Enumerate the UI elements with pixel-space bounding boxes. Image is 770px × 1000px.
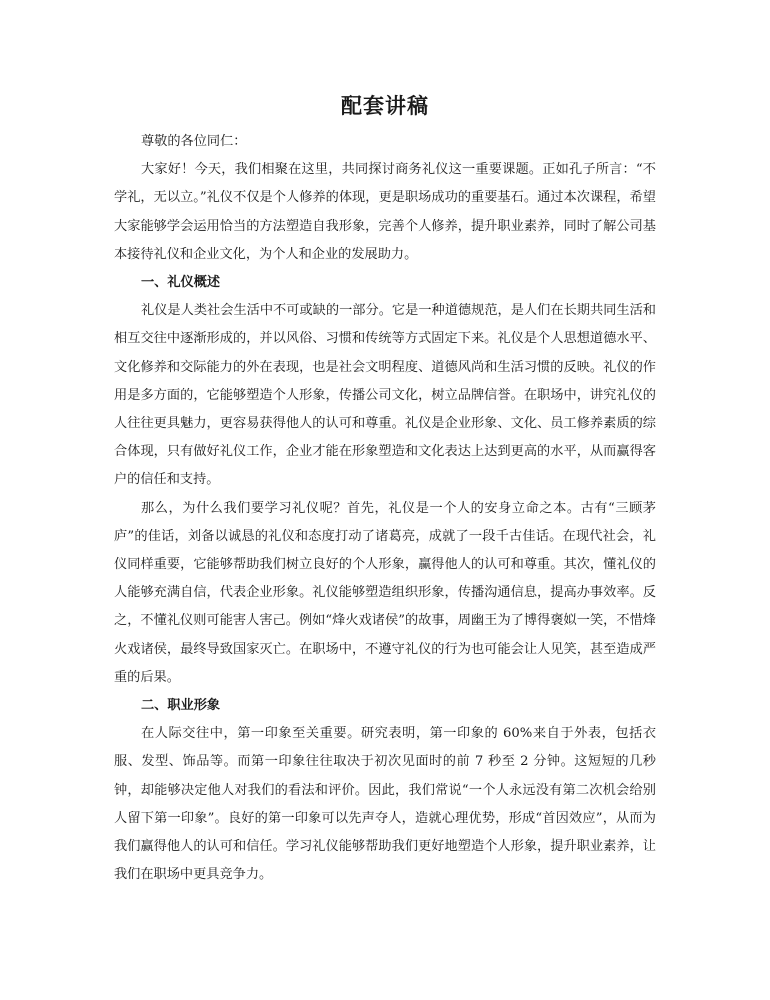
- etiquette-overview-paragraph-2: 那么，为什么我们要学习礼仪呢？首先，礼仪是一个人的安身立命之本。古有“三顾茅庐”的佳话，刘备以诚恳的礼仪和态度打动了诸葛亮，成就了一段千古佳话。在现代社会，礼仪同样重要，它能够帮助我们树立良好的个人形象，赢得他人的认可和尊重。其次，懂礼仪的人能够充满自信，代表企业形象。礼仪能够塑造组织形象，传播沟通信息，提高办事效率。反之，不懂礼仪则可能害人害己。例如“烽火戏诸侯”的故事，周幽王为了博得褒姒一笑，不惜烽火戏诸侯，最终导致国家灭亡。在职场中，不遵守礼仪的行为也可能会让人见笑，甚至造成严重的后果。: [114, 500, 656, 685]
- etiquette-overview-paragraph-1: 礼仪是人类社会生活中不可或缺的一部分。它是一种道德规范，是人们在长期共同生活和相互交往中逐渐形成的，并以风俗、习惯和传统等方式固定下来。礼仪是个人思想道德水平、文化修养和交际能力的外在表现，也是社会文明程度、道德风尚和生活习惯的反映。礼仪的作用是多方面的，它能够塑造个人形象，传播公司文化，树立品牌信誉。在职场中，讲究礼仪的人往往更具魅力，更容易获得他人的认可和尊重。礼仪是企业形象、文化、员工修养素质的综合体现，只有做好礼仪工作，企业才能在形象塑造和文化表达上达到更高的水平，从而赢得客户的信任和支持。: [114, 303, 656, 488]
- section-heading-etiquette-overview: 一、礼仪概述: [141, 275, 221, 291]
- intro-paragraph: 大家好！今天，我们相聚在这里，共同探讨商务礼仪这一重要课题。正如孔子所言：“不学礼，无以立。”礼仪不仅是个人修养的体现，更是职场成功的重要基石。通过本次课程，希望大家能够学会运用恰当的方法塑造自我形象，完善个人修养，提升职业素养，同时了解公司基本接待礼仪和企业文化，为个人和企业的发展助力。: [114, 162, 656, 262]
- salutation: 尊敬的各位同仁：: [141, 134, 247, 149]
- professional-image-paragraph-1: 在人际交往中，第一印象至关重要。研究表明，第一印象的 60%来自于外表，包括衣服、发型、饰品等。而第一印象往往取决于初次见面时的前 7 秒至 2 分钟。这短短的几秒钟，却能够决定他人对我们的看法和评价。因此，我们常说“一个人永远没有第二次机会给别人留下第一印象”。良好的第一印象可以先声夺人，造就心理优势，形成“首因效应”，从而为我们赢得他人的认可和信任。学习礼仪能够帮助我们更好地塑造个人形象，提升职业素养，让我们在职场中更具竞争力。: [114, 726, 656, 883]
- section-heading-professional-image: 二、职业形象: [141, 698, 221, 714]
- document-title: 配套讲稿: [341, 93, 429, 118]
- document-body: [114, 90, 656, 889]
